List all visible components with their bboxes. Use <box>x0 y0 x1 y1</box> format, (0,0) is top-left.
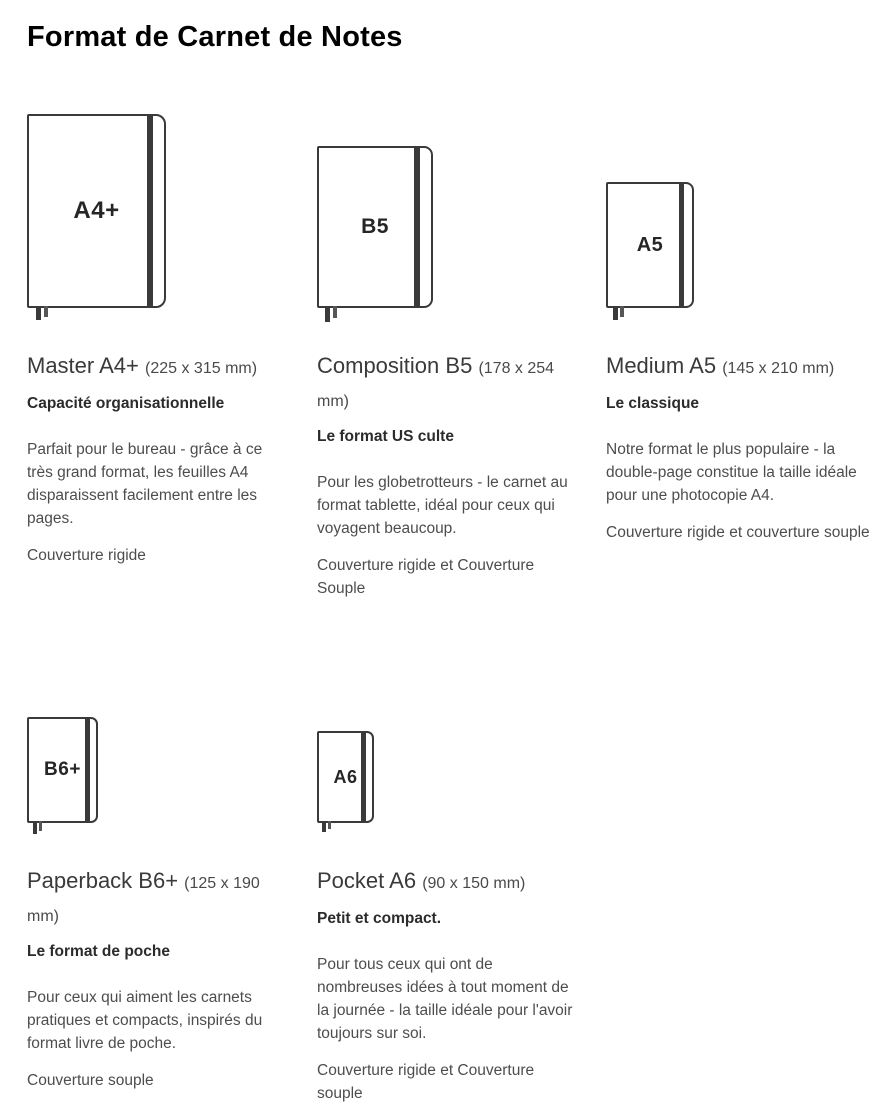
elastic-band <box>147 116 153 306</box>
bookmark-ribbon <box>613 306 618 320</box>
notebook-name: Medium A5 <box>606 353 717 378</box>
notebook-format-label: B5 <box>361 215 389 238</box>
bookmark-ribbon <box>36 306 41 320</box>
bookmark-ribbon <box>33 821 37 834</box>
notebook-cover-types: Couverture rigide <box>27 547 146 564</box>
notebook-format-label: A4+ <box>73 197 120 224</box>
notebook-card-composition-b5 <box>317 100 581 600</box>
notebook-illustration <box>317 100 581 323</box>
notebook-cover <box>317 146 433 308</box>
notebook-card-paperback-b6 <box>27 715 291 1092</box>
page-title: Format de Carnet de Notes <box>27 21 403 53</box>
notebook-title <box>317 351 581 417</box>
notebook-format-label: B6+ <box>44 759 81 780</box>
notebook-name: Master A4+ <box>27 353 139 378</box>
notebook-title <box>27 866 291 932</box>
notebook-subtitle: Le format US culte <box>317 428 454 445</box>
notebook-cover-types: Couverture rigide et Couverture Souple <box>317 557 535 597</box>
elastic-band <box>361 733 366 821</box>
notebook-description: Pour les globetrotteurs - le carnet au format tablette, idéal pour ceux qui voyagent beaucoup. <box>317 474 568 537</box>
notebook-description: Notre format le plus populaire - la double-page constitue la taille idéale pour une photocopie A4. <box>606 441 857 504</box>
elastic-band <box>679 184 684 306</box>
notebook-subtitle: Capacité organisationnelle <box>27 395 225 412</box>
notebook-title <box>27 351 291 384</box>
elastic-band <box>414 148 420 306</box>
notebook-subtitle: Le classique <box>606 395 700 412</box>
notebook-description: Pour tous ceux qui ont de nombreuses idées à tout moment de la journée - la taille idéale pour l'avoir toujours sur soi. <box>317 956 573 1042</box>
notebook-card-medium-a5 <box>606 100 870 544</box>
bookmark-ribbon <box>620 306 624 317</box>
notebook-cover <box>27 717 98 823</box>
notebook-dimensions: (145 x 210 mm) <box>722 360 835 377</box>
notebook-description: Pour ceux qui aiment les carnets pratiques et compacts, inspirés du format livre de poche. <box>27 989 263 1052</box>
notebook-title <box>317 866 581 899</box>
notebook-illustration <box>27 100 291 323</box>
notebook-format-label: A5 <box>636 233 664 256</box>
notebook-cover <box>317 731 374 823</box>
notebook-dimensions: (225 x 315 mm) <box>145 360 258 377</box>
notebook-name: Paperback B6+ <box>27 868 179 893</box>
notebook-card-pocket-a6 <box>317 715 581 1105</box>
notebook-illustration <box>606 100 870 323</box>
notebook-dimensions: (90 x 150 mm) <box>422 875 526 892</box>
bookmark-ribbon <box>39 821 42 831</box>
bookmark-ribbon <box>322 821 326 832</box>
notebook-card-master-a4 <box>27 100 291 567</box>
notebook-dimensions: (125 x 190 mm) <box>27 875 260 925</box>
notebook-cover-types: Couverture souple <box>27 1072 154 1089</box>
notebook-dimensions: (178 x 254 mm) <box>317 360 555 410</box>
notebook-description: Parfait pour le bureau - grâce à ce très grand format, les feuilles A4 disparaissent facilement entre les pages. <box>27 441 263 527</box>
notebook-subtitle: Le format de poche <box>27 943 170 960</box>
notebook-cover <box>606 182 694 308</box>
notebook-illustration <box>317 715 581 838</box>
bookmark-ribbon <box>325 306 330 322</box>
notebook-cover-types: Couverture rigide et couverture souple <box>606 524 870 541</box>
notebook-format-label: A6 <box>333 766 358 787</box>
bookmark-ribbon <box>328 821 331 829</box>
notebook-subtitle: Petit et compact. <box>317 910 442 927</box>
notebook-illustration <box>27 715 291 838</box>
notebook-title <box>606 351 870 384</box>
notebook-name: Composition B5 <box>317 353 473 378</box>
notebook-cover-types: Couverture rigide et Couverture souple <box>317 1062 535 1102</box>
bookmark-ribbon <box>333 306 337 318</box>
bookmark-ribbon <box>44 306 48 317</box>
notebook-cover <box>27 114 166 308</box>
elastic-band <box>85 719 90 821</box>
notebook-name: Pocket A6 <box>317 868 417 893</box>
